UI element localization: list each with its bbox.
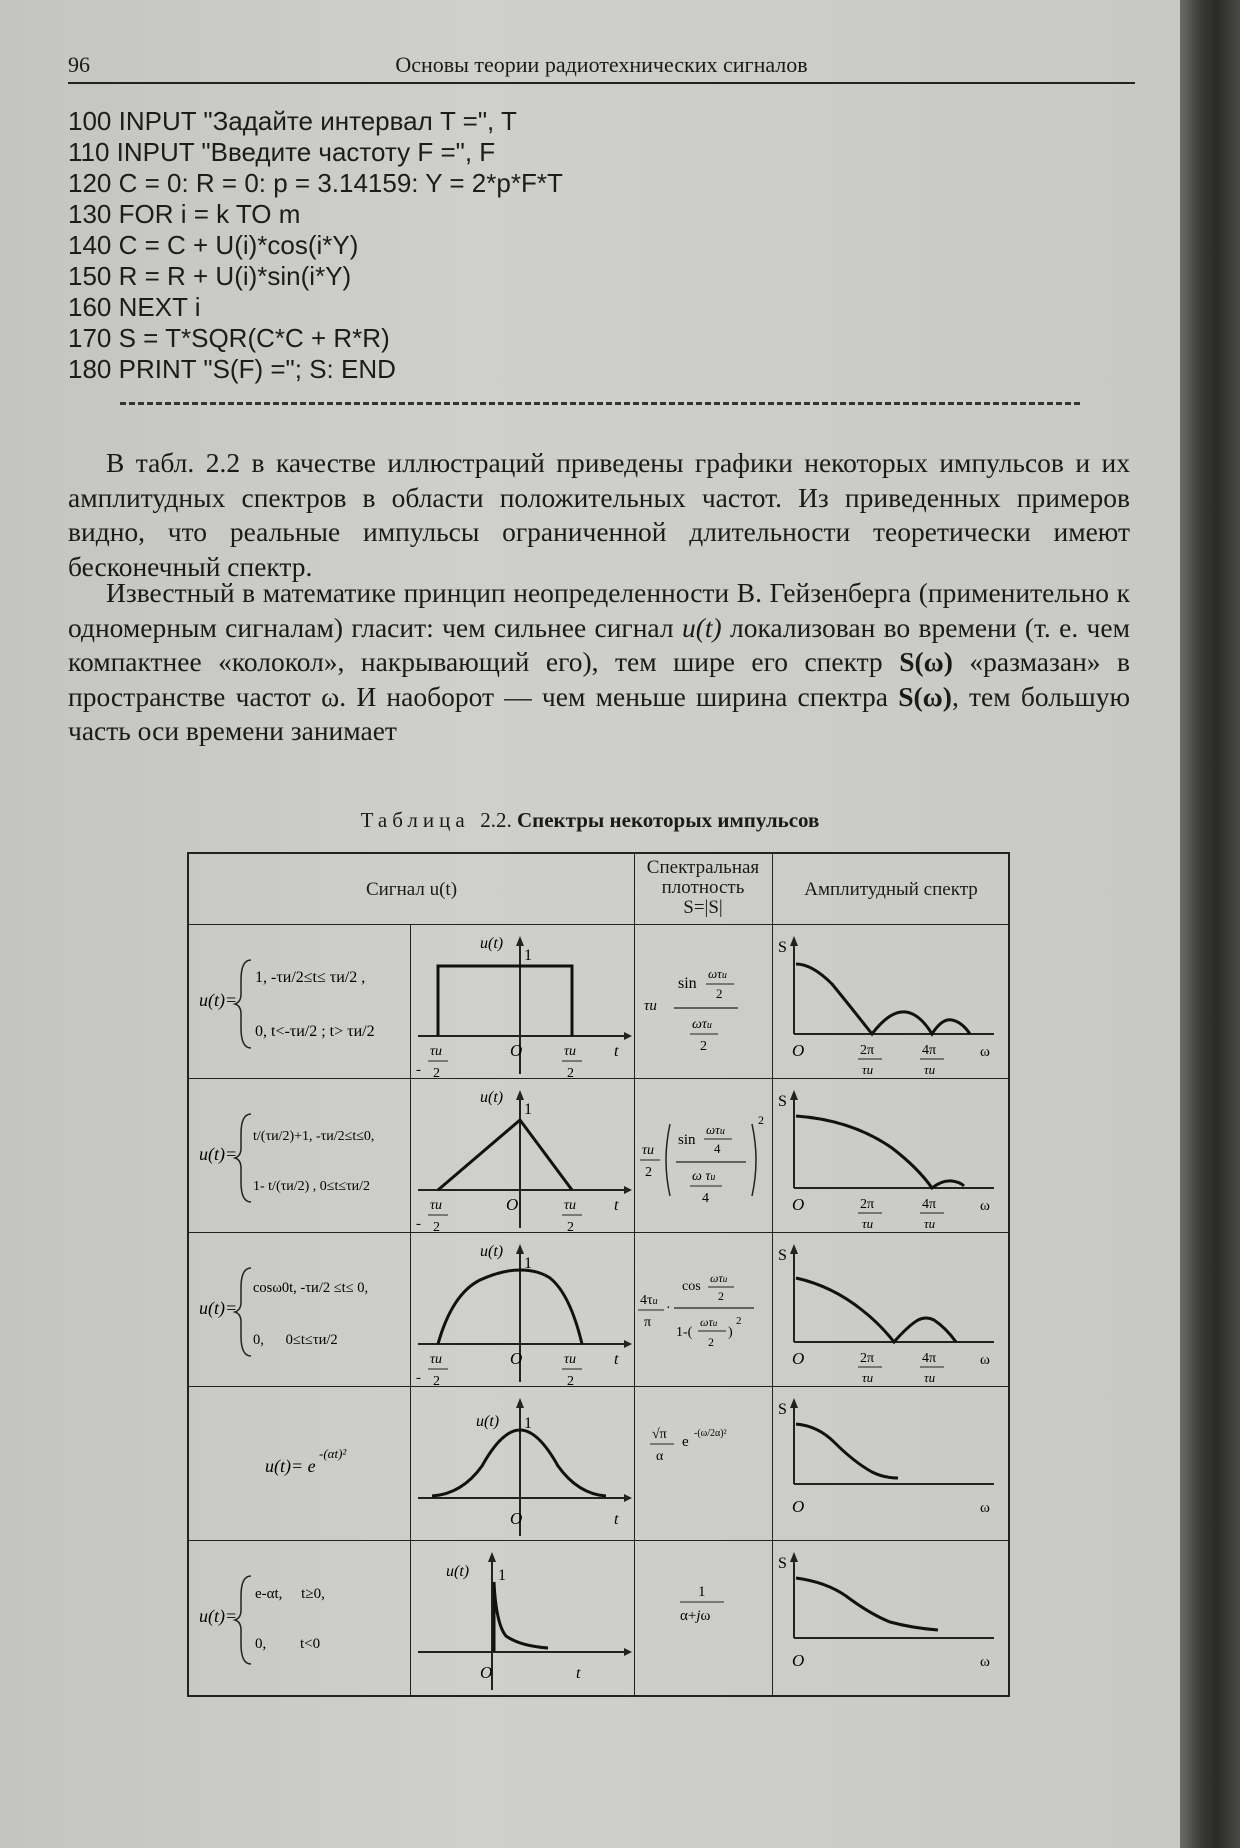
gauss-amplitude-spectrum-plot [772,1386,1010,1540]
svg-text:τи · sin(ωτи/2) / (ωτи/2): τи · sin(ωτи/2) / (ωτи/2) [642,1094,652,1095]
svg-text:O: O [792,1041,805,1060]
svg-text:π: π [644,1315,652,1330]
svg-text:2: 2 [567,1066,574,1081]
svg-text:O: O [792,1497,805,1516]
svg-text:ω: ω [980,1198,990,1214]
svg-text:2: 2 [645,1165,652,1180]
svg-text:u(t)=: u(t)= [199,990,238,1010]
basic-code-listing [68,106,563,385]
svg-text:u(t): u(t) [480,1243,504,1260]
svg-text:τи: τи [862,1370,874,1385]
svg-text:u(t): u(t) [476,1413,500,1430]
rect-signal-formula [189,924,410,1078]
svg-text:S: S [778,1555,787,1572]
svg-text:4: 4 [714,1141,721,1156]
rect-spectral-density [634,924,772,1095]
svg-text:τи: τи [924,1216,936,1231]
svg-text:sin: sin [678,975,697,992]
gauss-spectral-density [634,1386,772,1557]
svg-text:ωτи: ωτи [708,966,727,981]
svg-text:t: t [576,1665,581,1682]
svg-text:2: 2 [736,1315,742,1327]
spectra-table [187,852,1010,1697]
svg-text:1-(: 1-( [676,1325,693,1340]
code-line: 150 R = R + U(i)*sin(i*Y) [68,261,352,291]
svg-text:4π: 4π [922,1351,937,1366]
svg-text:-: - [416,1216,421,1232]
svg-text:u(t)=: u(t)= [199,1606,238,1626]
svg-text:u(t): u(t) [480,1089,504,1106]
svg-text:ω: ω [980,1352,990,1368]
cos-amplitude-spectrum-plot [772,1232,1010,1386]
signal-symbol: u(t) [681,611,722,643]
svg-text:2: 2 [567,1220,574,1235]
svg-text:τи: τи [862,1062,874,1077]
svg-text:τи: τи [430,1198,443,1213]
svg-text:2: 2 [700,1039,707,1054]
svg-text:4π: 4π [922,1197,937,1212]
tri-pulse-plot [410,1078,634,1235]
svg-text:0, 0≤t≤τи/2: 0, 0≤t≤τи/2 [253,1332,338,1348]
paragraph-uncertainty-principle: Известный в математике принцип неопределенности В. Гейзенберга (применительно к одномерным сигналам) гласит: чем сильнее сигнал u(t) локализован во времени (т. е. чем компактнее «колокол», накрывающий его), тем шире его спектр S(ω) «размазан» в пространстве частот ω. И наоборот — чем меньше ширина спектра S(ω), тем большую часть оси времени занимает [68,577,1131,746]
svg-text:1: 1 [498,1567,506,1584]
svg-text:ω: ω [980,1500,990,1516]
svg-text:4π: 4π [922,1043,937,1058]
svg-text:τи: τи [862,1216,874,1231]
svg-text:S: S [778,939,787,956]
svg-text:2π: 2π [860,1043,875,1058]
svg-text:0, t<-τи/2 ; t> τи/2: 0, t<-τи/2 ; t> τи/2 [255,1023,375,1040]
code-line: 130 FOR i = k TO m [68,199,301,229]
svg-text:ωτи: ωτи [692,1017,712,1032]
svg-text:1, -τи/2≤t≤ τи/2 ,: 1, -τи/2≤t≤ τи/2 , [255,969,366,986]
svg-text:2π: 2π [860,1351,875,1366]
svg-text:α+jω: α+jω [680,1608,711,1624]
svg-text:·: · [666,1301,671,1316]
svg-text:τи: τи [564,1044,577,1059]
svg-text:1: 1 [698,1584,706,1600]
svg-text:u(t): u(t) [480,935,504,952]
code-line: 160 NEXT i [68,292,201,322]
code-line: 170 S = T*SQR(C*C + R*R) [68,323,390,353]
svg-text:-: - [416,1062,421,1078]
svg-text:u(t)=: u(t)= [199,1144,238,1164]
code-line: 100 INPUT "Задайте интервал T =", T [68,106,517,136]
header-amplitude-spectrum: Амплитудный спектр [804,879,978,900]
cos-signal-formula [189,1232,410,1386]
gauss-pulse-plot [410,1386,634,1540]
exp-spectral-density [634,1540,772,1694]
svg-text:): ) [728,1325,733,1340]
svg-text:-: - [416,1370,421,1386]
svg-text:4: 4 [702,1191,709,1206]
svg-text:τи: τи [924,1370,936,1385]
tri-spectral-density [634,1078,772,1249]
svg-text:S: S [778,1401,787,1418]
svg-text:2: 2 [718,1289,724,1303]
exp-signal-formula [189,1540,410,1694]
svg-text:O: O [792,1651,805,1670]
header-spectral-density: Спектральная плотность S=|S| [646,857,760,918]
running-title: Основы теории радиотехнических сигналов [395,52,808,77]
cos-spectral-density [634,1232,772,1403]
svg-text:τи: τи [430,1352,443,1367]
svg-text:u(t)=: u(t)= [199,1298,238,1318]
tri-signal-formula [189,1078,410,1232]
svg-text:4τи/π · cos(ωτи/2) / (1-(ωτи/2: 4τи/π · cos(ωτи/2) / (1-(ωτи/2)²) [642,1402,656,1403]
svg-text:t: t [614,1197,619,1214]
gauss-signal-formula [189,1386,410,1540]
svg-text:S: S [778,1093,787,1110]
page-number: 96 [68,52,90,77]
svg-text:0, t<0: 0, t<0 [255,1636,321,1652]
svg-text:t: t [614,1511,619,1528]
svg-text:t: t [614,1043,619,1060]
rect-pulse-plot [410,924,634,1081]
svg-text:τи: τи [644,998,657,1014]
svg-text:O: O [480,1663,493,1682]
svg-text:-(ω/2α)²: -(ω/2α)² [694,1428,727,1439]
svg-text:sin: sin [678,1132,696,1148]
spectrum-symbol: S(ω) [898,680,952,712]
table-caption: Таблица 2.2. Спектры некоторых импульсов [360,808,820,832]
svg-text:e: e [682,1434,689,1450]
book-spine-shadow [1180,0,1240,1848]
svg-text:e-αt, t≥0,: e-αt, t≥0, [255,1586,325,1602]
svg-text:t/(τи/2)+1, -τи/2≤t≤0,: t/(τи/2)+1, -τи/2≤t≤0, [253,1129,375,1144]
svg-text:√π: √π [652,1427,667,1442]
svg-text:ω: ω [980,1044,990,1060]
svg-text:1- t/(τи/2) , 0≤t≤τи/2: 1- t/(τи/2) , 0≤t≤τи/2 [253,1179,371,1194]
svg-text:ωτи: ωτи [710,1271,728,1285]
code-line: 110 INPUT "Введите частоту F =", F [68,137,496,167]
svg-text:ωτи: ωτи [706,1122,725,1137]
svg-text:2: 2 [758,1113,764,1127]
svg-text:ω: ω [980,1654,990,1670]
svg-text:2: 2 [716,986,723,1001]
svg-text:O: O [792,1195,805,1214]
svg-text:2: 2 [567,1374,574,1389]
header-signal: Сигнал u(t) [365,879,458,900]
svg-text:τи: τи [924,1062,936,1077]
svg-text:O: O [792,1349,805,1368]
svg-text:1: 1 [524,1101,532,1118]
svg-text:u(t): u(t) [446,1563,470,1580]
svg-text:1: 1 [524,947,532,964]
svg-text:√π/α · e^(-(ω/2α)²): √π/α · e^(-(ω/2α)²) [642,1556,650,1557]
rect-amplitude-spectrum-plot [772,924,1010,1078]
svg-text:2: 2 [433,1220,440,1235]
code-end-dashed-rule [120,402,1080,405]
svg-text:O: O [510,1509,523,1528]
page-header [68,48,1135,84]
svg-text:cos: cos [682,1279,701,1294]
svg-text:4τи: 4τи [640,1293,658,1308]
code-line: 140 C = C + U(i)*cos(i*Y) [68,230,359,260]
svg-text:t: t [614,1351,619,1368]
code-line: 180 PRINT "S(F) ="; S: END [68,354,396,384]
svg-text:-(αt)²: -(αt)² [319,1446,347,1461]
svg-text:O: O [510,1041,523,1060]
svg-text:τи/2 · (sin(ωτи/4) / (ωτи/4))²: τи/2 · (sin(ωτи/4) / (ωτи/4))² [642,1248,654,1249]
spectrum-symbol: S(ω) [899,646,953,677]
svg-text:τи: τи [430,1044,443,1059]
svg-text:ω τи: ω τи [692,1169,716,1184]
svg-text:O: O [506,1195,519,1214]
svg-text:u(t)= e: u(t)= e [265,1456,316,1476]
svg-text:τи: τи [564,1352,577,1367]
svg-text:2π: 2π [860,1197,875,1212]
svg-text:S: S [778,1247,787,1264]
code-line: 120 C = 0: R = 0: p = 3.14159: Y = 2*p*F*T [68,168,563,198]
svg-text:α: α [656,1449,664,1464]
svg-text:2: 2 [433,1374,440,1389]
svg-text:τи: τи [642,1143,655,1158]
svg-text:1: 1 [524,1255,532,1272]
svg-text:2: 2 [708,1335,714,1349]
exp-pulse-plot [410,1540,634,1694]
paragraph-table-intro: В табл. 2.2 в качестве иллюстраций приведены графики некоторых импульсов и их амплитудных спектров в области положительных частот. Из приведенных примеров видно, что реальные импульсы ограниченной длительности теоретически имеют бесконечный спектр. [68,447,1130,582]
svg-text:τи: τи [564,1198,577,1213]
svg-text:2: 2 [433,1066,440,1081]
tri-amplitude-spectrum-plot [772,1078,1010,1232]
svg-text:1: 1 [524,1415,532,1432]
cos-pulse-plot [410,1232,634,1389]
svg-text:cosω0t, -τи/2 ≤t≤ 0,: cosω0t, -τи/2 ≤t≤ 0, [253,1280,369,1296]
svg-text:ωτи: ωτи [700,1315,718,1329]
exp-amplitude-spectrum-plot [772,1540,1010,1694]
svg-text:O: O [510,1349,523,1368]
